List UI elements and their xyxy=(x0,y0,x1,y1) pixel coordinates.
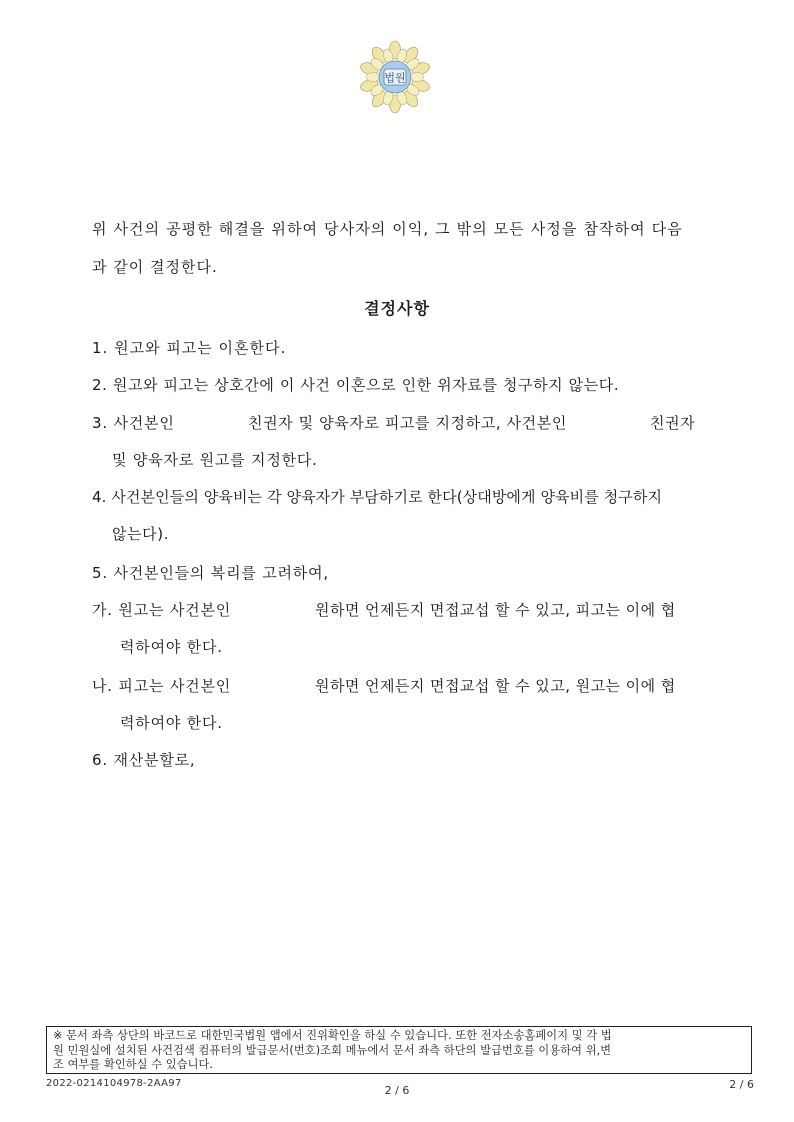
court-seal-logo xyxy=(358,40,432,114)
notice-line-2: 원 민원실에 설치된 사건검색 컴퓨터의 발급문서(번호)조회 메뉴에서 문서 좌측 하단의 발급번호를 이용하여 위,변 xyxy=(53,1043,612,1057)
item-5a-part-a: 가. 원고는 사건본인 xyxy=(92,601,232,619)
item-5a-part-b: 원하면 언제든지 면접교섭 할 수 있고, 피고는 이에 협 xyxy=(315,601,676,619)
item-4-line-1: 4. 사건본인들의 양육비는 각 양육자가 부담하기로 한다(상대방에게 양육비를 청구하지 xyxy=(92,488,663,506)
intro-line-2 xyxy=(92,257,218,277)
item-4-line-2: 않는다). xyxy=(112,525,170,543)
intro-text-2: 과 같이 결정한다. xyxy=(92,258,218,276)
item-3-line-2: 및 양육자로 원고를 지정한다. xyxy=(112,451,318,469)
intro-text-1: 위 사건의 공평한 해결을 위하여 당사자의 이익, 그 밖의 모든 사정을 참작하여 다음 xyxy=(92,220,683,238)
item-5a-line-2: 력하여야 한다. xyxy=(120,638,223,656)
issue-number: 2022-0214104978-2AA97 xyxy=(46,1078,182,1089)
seal-label: 법원 xyxy=(384,71,406,85)
item-5: 5. 사건본인들의 복리를 고려하여, xyxy=(92,564,329,582)
page-number-right: 2 / 6 xyxy=(729,1078,754,1091)
item-3-part-a: 3. 사건본인 xyxy=(92,414,175,432)
page-number-center: 2 / 6 xyxy=(384,1084,410,1097)
notice-line-1: ※ 문서 좌측 상단의 바코드로 대한민국법원 앱에서 진위확인을 하실 수 있습니다. 또한 전자소송홈페이지 및 각 법 xyxy=(53,1029,612,1042)
notice-line-3: 조 여부를 확인하실 수 있습니다. xyxy=(53,1058,214,1071)
item-5b-line-2: 력하여야 한다. xyxy=(120,714,223,732)
verification-notice-box xyxy=(46,1026,752,1074)
item-3-part-c: 친권자 xyxy=(650,414,696,432)
item-2: 2. 원고와 피고는 상호간에 이 사건 이혼으로 인한 위자료를 청구하지 않는다. xyxy=(92,376,620,394)
item-5b-part-a: 나. 피고는 사건본인 xyxy=(92,677,232,695)
item-6: 6. 재산분할로, xyxy=(92,751,196,769)
intro-line-1 xyxy=(92,219,698,239)
court-emblem-icon xyxy=(358,40,432,114)
item-1: 1. 원고와 피고는 이혼한다. xyxy=(92,339,287,357)
item-3-part-b: 친권자 및 양육자로 피고를 지정하고, 사건본인 xyxy=(248,414,567,432)
item-5b-part-b: 원하면 언제든지 면접교섭 할 수 있고, 원고는 이에 협 xyxy=(315,677,676,695)
section-heading: 결정사항 xyxy=(364,299,430,318)
